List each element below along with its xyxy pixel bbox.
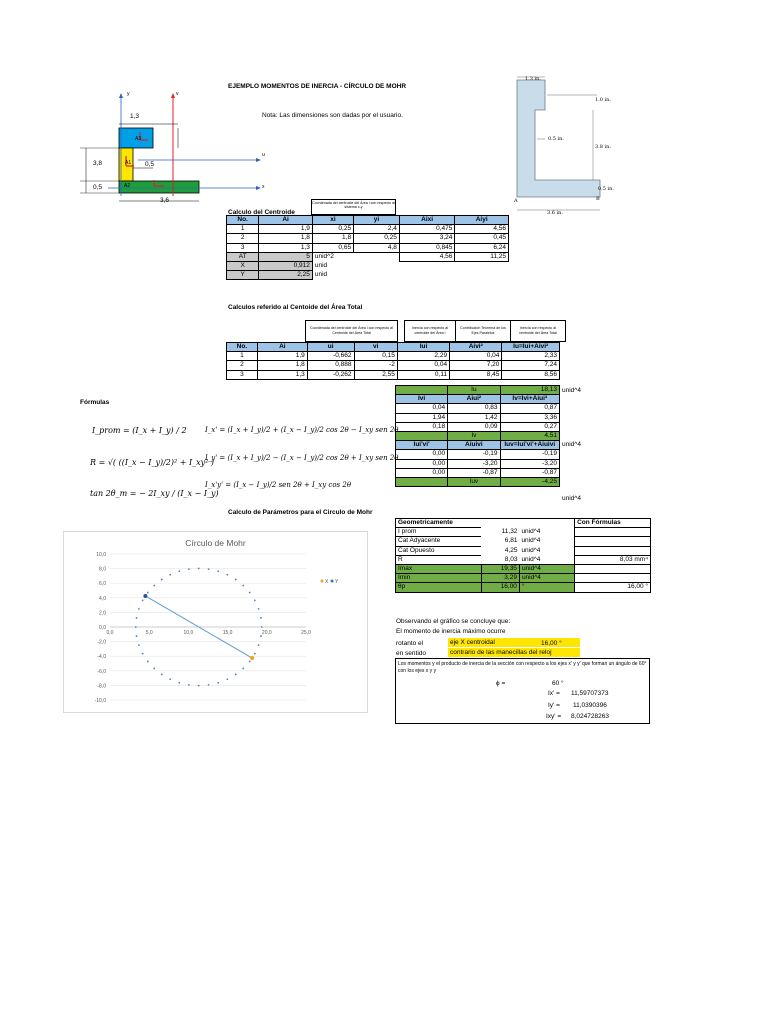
table-row: 0,00 -0,19 -0,19 <box>396 450 560 459</box>
point-b: B <box>596 196 600 202</box>
circle-point <box>169 574 171 576</box>
y-tick-label: -10,0 <box>94 698 106 704</box>
param-row-0: I prom 11,32 unid^4 <box>396 528 651 537</box>
conclusion-l1: Observando el gráfico se concluye que: <box>396 618 511 625</box>
dim-right-1: 1.3 in. <box>525 76 541 82</box>
y-tick-label: -4,0 <box>97 654 106 661</box>
mohr-chart <box>63 531 368 713</box>
axis-v-label: v <box>176 91 179 97</box>
circle-point <box>153 585 155 587</box>
dim-bottom-left: 0,5 <box>93 184 103 191</box>
formula-iy: I_y' = (I_x + I_y)/2 − (I_x − I_y)/2 cos 2θ + I_xy sen 2θ <box>205 454 399 462</box>
circle-point <box>161 579 163 581</box>
dim-bottom: 3,6 <box>160 197 170 204</box>
table-row: 3 1,3 -0,262 2,55 0,11 8,45 8,56 <box>227 370 560 379</box>
label-a2: A2 <box>124 183 131 189</box>
circle-point <box>161 674 163 676</box>
param-row-1: Cat Adyacente 6,81 unid^4 <box>396 537 651 546</box>
dim-top: 1,3 <box>130 113 140 120</box>
params-table: Geometricamente Con Fórmulas I prom 11,32 unid^4 Cat Adyacente 6,81 unid^4 Cat Opuesto 4,25 unid^4 R 8,03 unid^4 8,03 mm⁴ Imax 19,35 unid^4 Imin 3,29 unid^4 θp 16,00 ° 16,00 ° <box>395 518 651 593</box>
circle-point <box>169 678 171 680</box>
y-tick-label: 6,0 <box>99 581 106 588</box>
formula-tan: tan 2θ_m = − 2I_xy / (I_x − I_y) <box>90 489 219 498</box>
rotation-text: Los momentos y el producto de inercia de la sección con respecto a los ejes x' y y' que forman un ángulo de 60° con los ejes x y y <box>398 661 647 674</box>
conclusion-angle: 16,00 ° <box>541 640 562 647</box>
table-row: 2 1,8 1,8 0,25 3,24 0,45 <box>227 234 509 243</box>
label-a3: A3 <box>135 136 142 142</box>
circle-point <box>226 574 228 576</box>
circle-point <box>153 668 155 670</box>
table-row: 3 1,3 0,65 4,8 0,845 6,24 <box>227 243 509 252</box>
x-tick-label: 5,0 <box>145 630 153 636</box>
circle-point <box>208 684 210 686</box>
circle-point <box>249 592 251 594</box>
dim-right-6: 3.6 in. <box>547 210 563 216</box>
y-tick-label: 10,0 <box>96 552 106 558</box>
circle-point <box>208 568 210 570</box>
params-title: Calculo de Parámetros para el Circulo de Mohr <box>228 509 373 516</box>
label-a1: A1 <box>125 160 132 166</box>
table-row: 0,18 0,09 0,27 <box>396 422 560 431</box>
conclusion-l3a: rotanto el <box>396 640 424 647</box>
area-a2 <box>119 181 199 193</box>
circle-point <box>217 682 219 684</box>
dim-right-3: 0.5 in. <box>548 136 564 142</box>
x-tick-label: 10,0 <box>183 630 194 636</box>
conclusion-direction: contrario de las manecillas del reloj <box>448 648 580 657</box>
circle-point <box>142 599 144 601</box>
formula-ixy: I_x'y' = (I_x − I_y)/2 sen 2θ + I_xy cos 2θ <box>205 481 352 489</box>
circle-point <box>147 592 149 594</box>
circle-point <box>242 585 244 587</box>
dim-right-2: 1.0 in. <box>595 97 611 103</box>
iu-unit: unid^4 <box>562 387 581 394</box>
refer-notes: Coordenada del centroide del Área i con respecto al Centroide del Área Total Inercia con respecto al centroide del Área i Contribución Teorema de los Ejes Paralelos Inercia con respecto al centroide del Área Total <box>305 320 566 342</box>
circle-point <box>254 599 256 601</box>
circle-point <box>254 653 256 655</box>
legend-x-marker <box>321 580 324 583</box>
circle-point <box>235 674 237 676</box>
table-row: 2 1,8 0,888 -2 0,04 7,20 7,24 <box>227 361 560 370</box>
table-row: 0,00 -0,87 -0,87 <box>396 468 560 477</box>
table-row: 1 1,9 0,25 2,4 0,475 4,56 <box>227 225 509 234</box>
y-tick-label: 2,0 <box>99 610 106 617</box>
conclusion-axis: eje X centroidal <box>448 638 580 647</box>
y-tick-label: -8,0 <box>97 683 106 690</box>
circle-point <box>138 608 140 610</box>
param-row-4: Imax 19,35 unid^4 <box>396 564 651 573</box>
circle-point <box>242 668 244 670</box>
x-tick-label: 25,0 <box>301 630 311 636</box>
circle-point <box>147 661 149 663</box>
conclusion-l4a: en sentido <box>396 650 426 657</box>
circle-point <box>178 682 180 684</box>
y-tick-label: 0,0 <box>99 625 106 631</box>
circle-point <box>261 626 263 628</box>
circle-point <box>260 617 262 619</box>
note-text: Nota: Las dimensiones son dadas por el usuario. <box>262 112 403 119</box>
circle-point <box>226 678 228 680</box>
formula-prom: I_prom = (I_x + I_y) / 2 <box>92 426 187 435</box>
point-a: A <box>514 198 518 204</box>
refer-table: No. Ai ui vi Iui Aivi² Iu=Iui+Aivi² 1 1,9 -0,662 0,15 2,29 0,04 2,33 2 1,8 0,888 -2 0,04 7,20 7,24 3 1,3 -0,262 2,55 0,11 8,45 8,56 <box>226 342 560 380</box>
circle-point <box>249 661 251 663</box>
dim-right-4: 3.8 in. <box>595 144 611 150</box>
circle-point <box>198 685 200 687</box>
x-tick-label: 0,0 <box>106 630 114 636</box>
inertia-table: Iu 18,13 Ivi Aiui² Iv=Ivi+Aiui² 0,04 0,83 0,87 1,94 1,42 3,36 0,18 0,09 0,27 Iv 4,51 Iui'vi' Aiuivi Iuv=Iui'vi'+Aiuivi 0,00 -0,19 -0,19 0,00 -3,20 -3,20 0,00 -0,87 -0,87 Iuv -4,25 <box>395 385 560 487</box>
y-tick-label: 8,0 <box>99 566 106 573</box>
table-row: 0,00 -3,20 -3,20 <box>396 459 560 468</box>
iv-unit: unid^4 <box>562 441 581 448</box>
x-tick-label: 15,0 <box>222 630 233 636</box>
centroid-table: No. Ai xi yi Aixi Aiyi 1 1,9 0,25 2,4 0,475 4,56 2 1,8 1,8 0,25 3,24 0,45 3 1,3 0,65 4,8 0,845 6,24 AT 5 unid^2 4,56 11,25 X 0,912 unid Y 2,25 unid <box>226 215 509 280</box>
circle-point <box>188 684 190 686</box>
axis-x-label: x <box>262 184 265 190</box>
circle-point <box>198 567 200 569</box>
circle-point <box>136 617 138 619</box>
circle-point <box>260 635 262 637</box>
table-row: 1,94 1,42 3,36 <box>396 413 560 422</box>
table-row: 1 1,9 -0,662 0,15 2,29 0,04 2,33 <box>227 352 560 361</box>
circle-point <box>217 570 219 572</box>
dim-left: 3,8 <box>93 160 103 167</box>
y-tick-label: -6,0 <box>97 668 106 675</box>
param-row-5: Imin 3,29 unid^4 <box>396 574 651 583</box>
rotation-box: Los momentos y el producto de inercia de la sección con respecto a los ejes x' y y' que forman un ángulo de 60° con los ejes x y y ϕ = 60 ° Ix' = 11,59707373 Iy' = 11,0390396 Ixy' = 8,024728263 <box>395 658 650 724</box>
iuv-unit: unid^4 <box>562 495 581 502</box>
circle-point <box>136 635 138 637</box>
circle-point <box>138 644 140 646</box>
formula-ix: I_x' = (I_x + I_y)/2 + (I_x − I_y)/2 cos 2θ − I_xy sen 2θ <box>205 426 399 434</box>
refer-title: Calculos referido al Centoide del Área Total <box>228 304 363 311</box>
x-tick-label: 20,0 <box>261 630 272 636</box>
circle-point <box>178 570 180 572</box>
dim-mid: 0,5 <box>145 161 155 168</box>
param-row-2: Cat Opuesto 4,25 unid^4 <box>396 546 651 555</box>
circle-point <box>188 568 190 570</box>
centroid-note: Coordenada del centroide del Área i con respecto al sistema x-y <box>311 199 396 215</box>
circle-point <box>142 653 144 655</box>
y-tick-label: 4,0 <box>99 595 106 602</box>
table-row: 0,04 0,83 0,87 <box>396 404 560 413</box>
param-row-3: R 8,03 unid^4 8,03 mm⁴ <box>396 555 651 564</box>
legend-x-label: X <box>325 579 329 585</box>
page-title: EJEMPLO MOMENTOS DE INERCIA - CÍRCULO DE MOHR <box>228 83 407 90</box>
circle-point <box>135 626 137 628</box>
axis-y-label: y <box>127 91 130 97</box>
mohr-plot <box>64 532 369 714</box>
y-tick-label: -2,0 <box>97 639 106 646</box>
circle-point <box>258 644 260 646</box>
circle-point <box>235 579 237 581</box>
formulas-title: Fórmulas <box>80 399 110 406</box>
legend-y-marker <box>331 580 334 583</box>
formula-r: R = √( ((I_x − I_y)/2)² + I_xy² ) <box>90 458 215 467</box>
section-diagram <box>78 88 278 213</box>
circle-point <box>258 608 260 610</box>
centroid-title: Calculo del Centroide <box>228 209 295 216</box>
point-x <box>250 656 254 660</box>
axis-u-label: u <box>262 152 265 158</box>
conclusion-l2: El momento de inercia máximo ocurre <box>396 628 506 635</box>
param-row-6: θp 16,00 ° 16,00 ° <box>396 583 651 592</box>
legend-y-label: Y <box>335 579 339 585</box>
point-y <box>143 594 147 598</box>
chart-title: Círculo de Mohr <box>185 538 246 548</box>
dim-right-5: 0.5 in. <box>598 186 614 192</box>
